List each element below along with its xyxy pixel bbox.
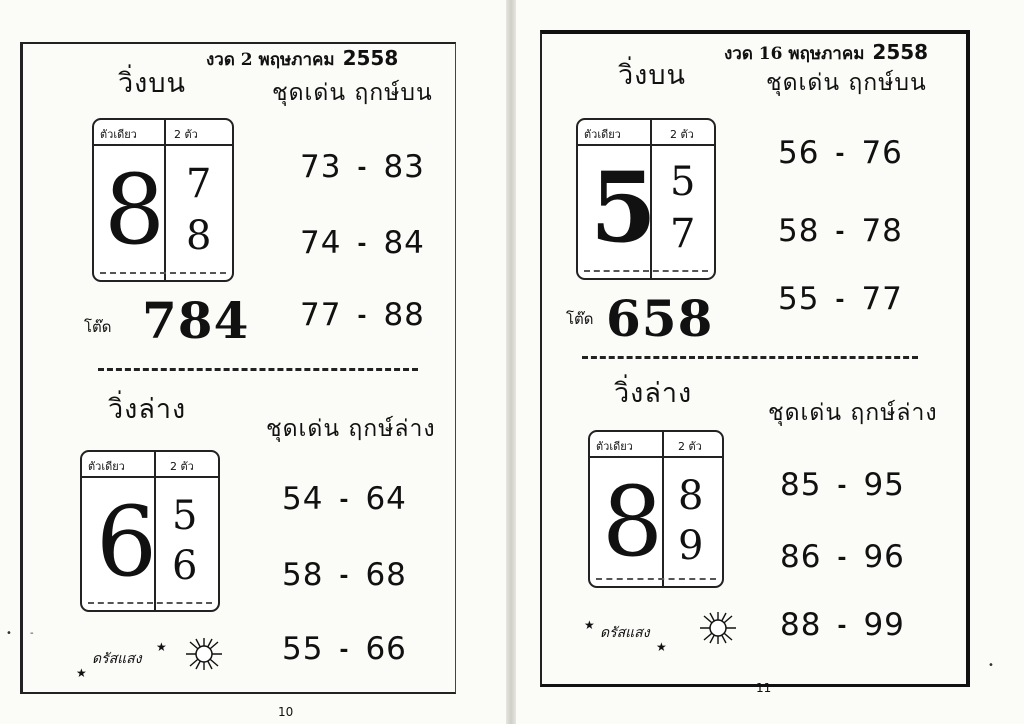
right-page-number: 11	[756, 681, 772, 695]
right-top-pair-3	[778, 281, 903, 317]
left-draw-year: 2558	[342, 46, 399, 70]
box-two-digit-a: 5	[172, 493, 198, 539]
pair-dash: -	[339, 563, 350, 589]
pair-dash: -	[357, 231, 368, 257]
left-draw-date-text: งวด 2 พฤษภาคม	[206, 50, 335, 70]
pair-first: 85	[780, 467, 822, 503]
pair-first: 56	[778, 135, 820, 171]
box-two-digit-b: 7	[670, 211, 696, 257]
box-footer-line	[88, 602, 212, 604]
left-brand-name: ดรัสแสง	[92, 651, 142, 667]
right-bottom-number-box	[588, 430, 724, 588]
right-tote-value: 658	[606, 289, 714, 348]
box-single-digit: 8	[104, 154, 166, 266]
box-two-digit-b: 6	[172, 543, 198, 589]
pair-dash: -	[357, 155, 368, 181]
pair-dash: -	[339, 487, 350, 513]
box-two-digit-b: 8	[186, 213, 212, 259]
right-top-number-box	[576, 118, 716, 280]
pair-first: 55	[282, 631, 324, 667]
right-top-set-label: ชุดเด่น ฤกษ์บน	[766, 70, 927, 96]
box-header	[590, 432, 722, 458]
pair-first: 58	[778, 213, 820, 249]
right-bottom-pair-3	[780, 607, 905, 643]
right-section-divider	[582, 356, 918, 359]
pair-first: 74	[300, 225, 342, 261]
pair-first: 88	[780, 607, 822, 643]
pair-first: 77	[300, 297, 342, 333]
pair-second: 77	[861, 281, 903, 317]
box-two-digit-a: 5	[670, 159, 696, 205]
left-section-divider	[98, 368, 418, 371]
box-single-digit: 6	[96, 486, 158, 598]
box-col-single-label: ตัวเดียว	[88, 460, 125, 473]
pair-second: 96	[863, 539, 905, 575]
left-bottom-heading: วิ่งล่าง	[108, 394, 187, 425]
box-single-digit: 5	[590, 151, 657, 264]
right-bottom-set-label: ชุดเด่น ฤกษ์ล่าง	[768, 400, 938, 426]
right-draw-year: 2558	[872, 40, 929, 64]
box-footer-line	[100, 272, 226, 274]
star-icon: ★	[76, 666, 87, 680]
box-single-digit: 8	[602, 466, 664, 578]
scan-speck: •	[6, 628, 12, 639]
scan-speck: -	[30, 628, 34, 639]
box-two-digit-a: 8	[678, 473, 704, 519]
pair-dash: -	[837, 473, 848, 499]
pair-dash: -	[837, 545, 848, 571]
box-col-two-label: 2 ตัว	[170, 460, 194, 473]
box-two-digit-b: 9	[678, 523, 704, 569]
left-top-pair-3	[300, 297, 425, 333]
book-fold	[506, 0, 516, 724]
pair-second: 84	[383, 225, 425, 261]
left-top-number-box	[92, 118, 234, 282]
pair-second: 78	[861, 213, 903, 249]
box-col-two-label: 2 ตัว	[678, 440, 702, 453]
left-bottom-number-box	[80, 450, 220, 612]
pair-first: 73	[300, 149, 342, 185]
pair-dash: -	[835, 219, 846, 245]
sun-logo-icon	[696, 610, 740, 646]
box-col-two-label: 2 ตัว	[670, 128, 694, 141]
box-two-digit-a: 7	[186, 161, 212, 207]
left-bottom-pair-2	[282, 557, 407, 593]
pair-second: 76	[861, 135, 903, 171]
pair-first: 86	[780, 539, 822, 575]
box-footer-line	[596, 578, 716, 580]
scan-speck: •	[988, 660, 994, 671]
pair-second: 95	[863, 467, 905, 503]
pair-dash: -	[835, 141, 846, 167]
box-header	[82, 452, 218, 478]
box-col-single-label: ตัวเดียว	[596, 440, 633, 453]
box-footer-line	[584, 270, 708, 272]
right-bottom-pair-1	[780, 467, 905, 503]
pair-second: 88	[383, 297, 425, 333]
pair-second: 83	[383, 149, 425, 185]
pair-dash: -	[837, 613, 848, 639]
pair-second: 99	[863, 607, 905, 643]
left-bottom-set-label: ชุดเด่น ฤกษ์ล่าง	[266, 416, 436, 442]
left-tote-value: 784	[142, 291, 250, 350]
star-icon: ★	[584, 618, 595, 632]
pair-second: 68	[365, 557, 407, 593]
pair-dash: -	[357, 303, 368, 329]
right-top-pair-1	[778, 135, 903, 171]
left-tote-label: โต๊ด	[84, 318, 112, 336]
sun-logo-icon	[182, 636, 226, 672]
right-draw-date-text: งวด 16 พฤษภาคม	[724, 44, 865, 64]
left-draw-date	[206, 48, 398, 69]
box-header	[578, 120, 714, 146]
box-col-single-label: ตัวเดียว	[100, 128, 137, 141]
pair-first: 55	[778, 281, 820, 317]
pair-second: 64	[365, 481, 407, 517]
left-page-number: 10	[278, 705, 294, 719]
left-top-pair-2	[300, 225, 425, 261]
star-icon: ★	[656, 640, 667, 654]
pair-first: 58	[282, 557, 324, 593]
pair-dash: -	[835, 287, 846, 313]
left-top-pair-1	[300, 149, 425, 185]
left-top-set-label: ชุดเด่น ฤกษ์บน	[272, 80, 433, 106]
box-col-two-label: 2 ตัว	[174, 128, 198, 141]
right-tote-label: โต๊ด	[566, 310, 594, 328]
pair-dash: -	[339, 637, 350, 663]
right-bottom-heading: วิ่งล่าง	[614, 378, 693, 409]
right-bottom-pair-2	[780, 539, 905, 575]
star-icon: ★	[156, 640, 167, 654]
pair-first: 54	[282, 481, 324, 517]
box-header	[94, 120, 232, 146]
left-bottom-pair-1	[282, 481, 407, 517]
left-top-heading: วิ่งบน	[118, 68, 186, 99]
right-draw-date	[724, 42, 928, 63]
right-top-pair-2	[778, 213, 903, 249]
right-brand-name: ดรัสแสง	[600, 625, 650, 641]
right-top-heading: วิ่งบน	[618, 60, 686, 91]
left-bottom-pair-3	[282, 631, 407, 667]
box-col-single-label: ตัวเดียว	[584, 128, 621, 141]
pair-second: 66	[365, 631, 407, 667]
